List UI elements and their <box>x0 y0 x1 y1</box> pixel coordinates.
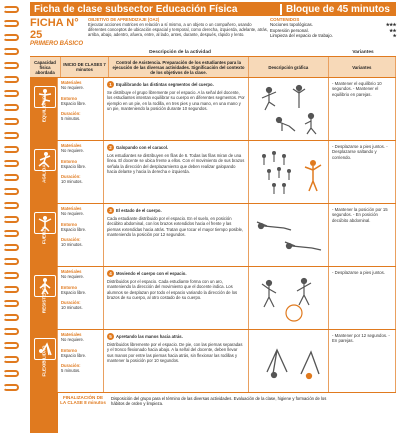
capacity-cell <box>30 267 58 329</box>
star-rating: ★ <box>392 33 396 39</box>
table-row <box>30 267 396 330</box>
resources-cell: Materiales No requiere. Entorno Espacio libre. Duración: 5 minutos. <box>58 78 104 140</box>
variants-cell: - Mantener por 12 segundos. - En parejas. <box>329 330 396 392</box>
header-capacity: Capacidad física abordada <box>30 57 61 77</box>
header-resources: INICIO DE CLASES 7 minutos <box>61 57 109 77</box>
activity-table <box>30 56 396 433</box>
activity-title: 1 Equilibrando las distintas segmentos del cuerpo. <box>107 81 245 88</box>
ficha-number: FICHA N° 25 <box>30 17 79 41</box>
content-item: Nociones topológicas. ★★★ <box>270 22 396 28</box>
capacity-cell <box>30 330 58 392</box>
resources-cell: Materiales No requiere. Entorno Espacio libre. Duración: 10 minutos. <box>58 204 104 266</box>
activity-text: Cada estudiante distribuido por el espacio. En el suelo, en posición decúbito abdominal, con los brazos extendidos hacia el frente y las piernas extendidas hacia atrás. Tratan que tocar el mayor tiempo posible, manteniendo la posición por 12 segundos. <box>107 216 244 237</box>
table-row <box>30 204 396 267</box>
capacity-cell <box>30 204 58 266</box>
content-item: Limpieza del espacio de trabajo. ★ <box>270 33 396 39</box>
spiral-binding <box>0 0 22 400</box>
variants-cell: - Mantener el equilibrio 10 segundos. - Mantener el equilibrio en parejas. <box>329 78 396 140</box>
activity-title: 4 Moviendo el cuerpo con el espacio. <box>107 270 245 277</box>
contents-label: CONTENIDOS <box>270 17 300 22</box>
resources-cell: Materiales No requiere. Entorno Espacio libre. Duración: 5 minutos. <box>58 330 104 392</box>
closing-label: FINALIZACIÓN DE LA CLASE 8 minutos <box>60 395 106 405</box>
graphic-cell <box>249 267 329 329</box>
capacity-label: FUERZA <box>41 225 46 245</box>
header-variants: Variantes <box>329 57 396 77</box>
activity-text: Distribuidos libremente por el espacio. De pie, con las piernas separadas y el tronco flexionado hacia abajo. A la señal del docente, deben llevar sus manos por entre las piernas hacia atrás, sin flexionar las rodillas y mantener la posición por 10 segundos. <box>107 342 243 363</box>
objective-label: OBJETIVO DE APRENDIZAJE (OA2) <box>88 17 160 22</box>
resources-cell: Materiales No requiere. Entorno Espacio libre. Duración: 10 minutos. <box>58 141 104 203</box>
description-cell <box>104 141 249 203</box>
description-cell <box>104 330 249 392</box>
section-titles <box>30 48 396 56</box>
objective-block <box>88 17 268 37</box>
ficha-block <box>30 17 88 47</box>
stretch-illustration <box>249 330 329 390</box>
description-cell <box>104 267 249 329</box>
content-item: Expresión personal. ★★ <box>270 27 396 33</box>
page-header <box>30 2 396 16</box>
activity-text: Distribuidos por el espacio. Cada estudiante forma con un aro, manteniendo la dirección del movimiento que el docente indica. Los alumnos se desplazan por todo el espacio variando la dirección de los brazos de su cuerpo, al otro costado de su cuerpo. <box>107 279 238 300</box>
header-duration: Bloque de 45 minutos <box>280 4 396 15</box>
closing-color-cell <box>30 393 58 433</box>
section-variants: Variantes <box>352 49 374 55</box>
graphic-cell <box>249 141 329 203</box>
hoop-illustration <box>249 267 329 327</box>
activity-text: Los estudiantes se distribuyen en filas de 6. Todas las filas miran de una línea. El docente se ubica frente a ellos. Con el movimiento de sus brazos señala la dirección del desplazamiento que deben realizar galopando hacia delante y hacia la derecha e izquierda. <box>107 153 245 174</box>
header-title: Ficha de clase subsector Educación Física <box>34 3 238 15</box>
contents-block <box>270 17 396 39</box>
activity-title: 5 Apretando las manos hacia atrás. <box>107 333 245 340</box>
variants-cell: - Desplazarse a pies juntos. <box>329 267 396 329</box>
resources-cell: Materiales No requiere. Entorno Espacio libre. Duración: 10 minutos. <box>58 267 104 329</box>
objective-text: Ejecutar acciones motrices en relación a sí mismo, a un objeto o un compañero, usando diferentes conceptos de ubicación espacial y temporal, como derecha, izquierda, adelante, atrás, arriba, abajo, adentro, afuera, entre, al lado, antes, durante, después, rápido y lento. <box>88 22 268 37</box>
star-rating: ★★★ <box>385 22 396 28</box>
variants-cell: - Mantener la posición por 15 segundos. - En posición decúbito abdominal. <box>329 204 396 266</box>
ficha-level: PRIMERO BÁSICO <box>30 41 84 47</box>
graphic-cell <box>249 204 329 266</box>
capacity-label: RESISTENCIA <box>41 282 46 314</box>
capacity-cell <box>30 141 58 203</box>
graphic-cell <box>249 78 329 140</box>
header-graphic: Descripción gráfica <box>249 57 329 77</box>
capacity-cell <box>30 78 58 140</box>
variants-cell: - Desplazarse a pies juntos. - Desplazarse saltando y corriendo. <box>329 141 396 203</box>
capacity-label: EQUILIBRIO <box>41 95 46 123</box>
group-illustration <box>249 141 329 201</box>
closing-row <box>30 393 396 433</box>
description-cell <box>104 78 249 140</box>
table-row <box>30 141 396 204</box>
activity-text: Se distribuye el grupo libremente por el espacio. A la señal del docente, los estudiantes intentan equilibrar su cuerpo en diferentes segmentos. Por ejemplo en un pie, en la rodilla, en tres pies y una mano, en una mano y un pie, manteniendo la posición durante 10 segundos. <box>107 90 245 111</box>
capacity-label: FLEXIBILIDAD <box>41 345 46 377</box>
table-header <box>30 56 396 78</box>
description-cell <box>104 204 249 266</box>
section-activity: Descripción de la actividad <box>149 49 211 55</box>
table-row <box>30 330 396 393</box>
lying-figures-illustration <box>249 204 329 264</box>
activity-title: 3 El estado de el cuerpo. <box>107 207 245 214</box>
closing-text: Disposición del grupo para el término de las diversas actividades. Evaluación de la clase, higiene y formación de los hábitos de orden y limpieza. <box>111 396 327 407</box>
activity-title: 2 Galopando con el caracol. <box>107 144 245 151</box>
header-control: Control de Asistencia. Preparación de los estudiantes para la ejecución de las diversas actividades. Significación del contexto de los objetivos de la clase. <box>109 57 249 77</box>
balance-illustration <box>249 78 329 138</box>
table-row <box>30 78 396 141</box>
star-rating: ★★ <box>389 27 396 33</box>
capacity-label: AGILIDAD <box>41 161 46 183</box>
graphic-cell <box>249 330 329 392</box>
